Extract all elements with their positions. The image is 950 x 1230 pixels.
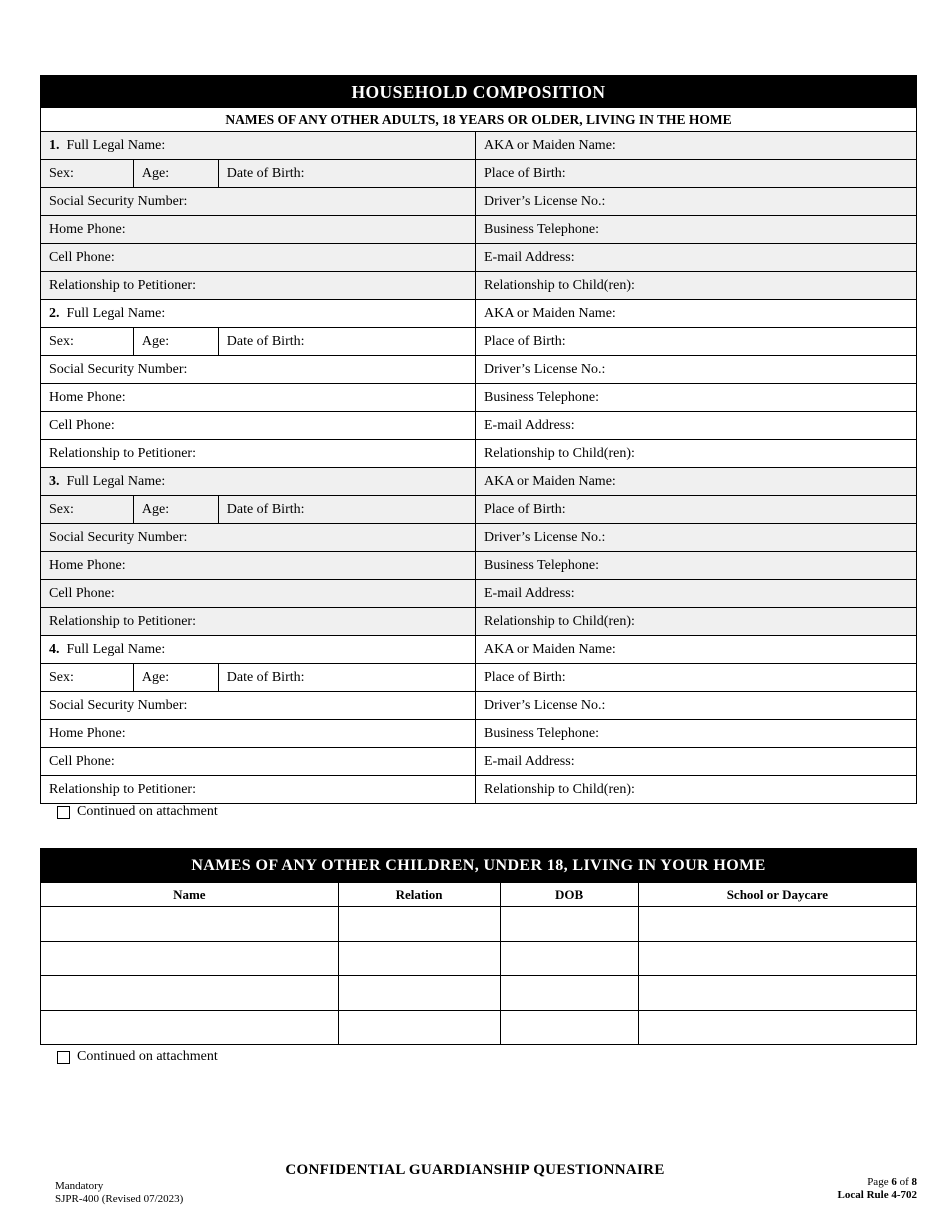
ssn-field[interactable] [41, 356, 475, 383]
child-name-cell[interactable] [41, 976, 338, 1010]
age-label: Age: [141, 669, 170, 685]
rel-petitioner-label: Relationship to Petitioner: [49, 781, 196, 797]
rel-children-label: Relationship to Child(ren): [484, 277, 635, 293]
child-name-cell[interactable] [41, 942, 338, 976]
place-of-birth-label: Place of Birth: [484, 501, 566, 517]
drivers-license-label: Driver’s License No.: [484, 697, 606, 713]
place-of-birth-field[interactable] [475, 160, 916, 187]
home-phone-label: Home Phone: [49, 389, 126, 405]
age-label: Age: [141, 333, 170, 349]
page-label: Page [867, 1176, 889, 1188]
ssn-field[interactable] [41, 188, 475, 215]
page-indicator [838, 1176, 917, 1189]
full-legal-name-label: Full Legal Name: [66, 473, 166, 489]
form-title: CONFIDENTIAL GUARDIANSHIP QUESTIONNAIRE [285, 1162, 665, 1178]
business-phone-label: Business Telephone: [484, 221, 600, 237]
rel-petitioner-field[interactable] [41, 608, 475, 635]
age-field[interactable] [133, 496, 218, 523]
entry-number: 3. [49, 473, 60, 489]
rel-children-field[interactable] [475, 776, 916, 803]
rel-children-field[interactable] [475, 440, 916, 467]
column-header-name: Name [173, 886, 206, 902]
sex-field[interactable] [41, 496, 133, 523]
home-phone-field[interactable] [41, 552, 475, 579]
cell-phone-label: Cell Phone: [49, 249, 115, 265]
rel-petitioner-label: Relationship to Petitioner: [49, 613, 196, 629]
business-phone-label: Business Telephone: [484, 389, 600, 405]
children-row [41, 906, 916, 941]
drivers-license-label: Driver’s License No.: [484, 361, 606, 377]
ssn-label: Social Security Number: [49, 361, 188, 377]
aka-field[interactable] [475, 300, 916, 327]
ssn-field[interactable] [41, 524, 475, 551]
column-header-relation: Relation [338, 883, 500, 906]
full-legal-name-field[interactable] [41, 300, 475, 327]
full-legal-name-label: Full Legal Name: [66, 137, 166, 153]
adult-entry-2 [41, 299, 916, 467]
aka-field[interactable] [475, 636, 916, 663]
adults-subheader: NAMES OF ANY OTHER ADULTS, 18 YEARS OR OLDER, LIVING IN THE HOME [41, 108, 916, 131]
column-header-school: School or Daycare [638, 883, 916, 906]
children-row [41, 975, 916, 1010]
ssn-label: Social Security Number: [49, 529, 188, 545]
child-relation-cell[interactable] [338, 907, 500, 941]
drivers-license-field[interactable] [475, 692, 916, 719]
home-phone-field[interactable] [41, 384, 475, 411]
dob-label: Date of Birth: [226, 501, 305, 517]
place-of-birth-field[interactable] [475, 328, 916, 355]
full-legal-name-field[interactable] [41, 468, 475, 495]
children-continued-label: Continued on attachment [77, 1049, 218, 1064]
sex-field[interactable] [41, 160, 133, 187]
business-phone-field[interactable] [475, 720, 916, 747]
place-of-birth-label: Place of Birth: [484, 165, 566, 181]
home-phone-field[interactable] [41, 720, 475, 747]
cell-phone-field[interactable] [41, 412, 475, 439]
email-field[interactable] [475, 580, 916, 607]
sex-label: Sex: [49, 165, 74, 181]
entry-number: 2. [49, 305, 60, 321]
place-of-birth-field[interactable] [475, 496, 916, 523]
child-dob-cell[interactable] [500, 1011, 638, 1045]
drivers-license-field[interactable] [475, 188, 916, 215]
form-number: SJPR-400 (Revised 07/2023) [55, 1193, 184, 1205]
cell-phone-field[interactable] [41, 244, 475, 271]
place-of-birth-label: Place of Birth: [484, 333, 566, 349]
child-school-cell[interactable] [638, 976, 916, 1010]
rel-petitioner-field[interactable] [41, 440, 475, 467]
aka-label: AKA or Maiden Name: [484, 137, 616, 153]
page-number: 6 [891, 1176, 897, 1188]
home-phone-field[interactable] [41, 216, 475, 243]
business-phone-label: Business Telephone: [484, 557, 600, 573]
cell-phone-label: Cell Phone: [49, 585, 115, 601]
cell-phone-field[interactable] [41, 748, 475, 775]
aka-field[interactable] [475, 132, 916, 159]
children-row [41, 1010, 916, 1045]
place-of-birth-field[interactable] [475, 664, 916, 691]
children-header: NAMES OF ANY OTHER CHILDREN, UNDER 18, LIVING IN YOUR HOME [41, 849, 916, 883]
child-dob-cell[interactable] [500, 942, 638, 976]
child-school-cell[interactable] [638, 1011, 916, 1045]
cell-phone-label: Cell Phone: [49, 753, 115, 769]
adults-continued-label: Continued on attachment [77, 804, 218, 819]
rel-petitioner-label: Relationship to Petitioner: [49, 445, 196, 461]
sex-field[interactable] [41, 328, 133, 355]
dob-field[interactable] [218, 160, 475, 187]
drivers-license-field[interactable] [475, 356, 916, 383]
rel-children-field[interactable] [475, 272, 916, 299]
business-phone-label: Business Telephone: [484, 725, 600, 741]
email-label: E-mail Address: [484, 585, 575, 601]
children-continued-checkbox[interactable] [57, 1051, 70, 1064]
full-legal-name-field[interactable] [41, 636, 475, 663]
dob-label: Date of Birth: [226, 333, 305, 349]
adult-entry-4 [41, 635, 916, 803]
rel-children-label: Relationship to Child(ren): [484, 445, 635, 461]
household-composition-header: HOUSEHOLD COMPOSITION [41, 76, 916, 108]
child-relation-cell[interactable] [338, 976, 500, 1010]
page-total: 8 [911, 1176, 917, 1188]
entry-number: 1. [49, 137, 60, 153]
sex-field[interactable] [41, 664, 133, 691]
age-field[interactable] [133, 664, 218, 691]
column-header-dob: DOB [500, 883, 638, 906]
children-row [41, 941, 916, 976]
child-school-cell[interactable] [638, 907, 916, 941]
child-relation-cell[interactable] [338, 942, 500, 976]
dob-label: Date of Birth: [226, 165, 305, 181]
full-legal-name-field[interactable] [41, 132, 475, 159]
email-field[interactable] [475, 244, 916, 271]
business-phone-field[interactable] [475, 552, 916, 579]
adults-continued-checkbox[interactable] [57, 806, 70, 819]
cell-phone-label: Cell Phone: [49, 417, 115, 433]
ssn-field[interactable] [41, 692, 475, 719]
entry-number: 4. [49, 641, 60, 657]
rel-petitioner-label: Relationship to Petitioner: [49, 277, 196, 293]
children-table [40, 848, 917, 1045]
full-legal-name-label: Full Legal Name: [66, 641, 166, 657]
sex-label: Sex: [49, 333, 74, 349]
children-column-headers [41, 883, 916, 906]
ssn-label: Social Security Number: [49, 697, 188, 713]
of-label: of [899, 1176, 909, 1188]
adults-continued-line [57, 804, 218, 820]
adult-entry-3 [41, 467, 916, 635]
local-rule: Local Rule 4-702 [837, 1189, 917, 1201]
mandatory-label: Mandatory [55, 1180, 104, 1192]
home-phone-label: Home Phone: [49, 557, 126, 573]
children-continued-line [57, 1049, 218, 1065]
dob-field[interactable] [218, 496, 475, 523]
dob-field[interactable] [218, 664, 475, 691]
child-name-cell[interactable] [41, 907, 338, 941]
aka-label: AKA or Maiden Name: [484, 305, 616, 321]
sex-label: Sex: [49, 501, 74, 517]
age-label: Age: [141, 501, 170, 517]
rel-children-label: Relationship to Child(ren): [484, 781, 635, 797]
adult-entry-1 [41, 131, 916, 299]
home-phone-label: Home Phone: [49, 725, 126, 741]
age-label: Age: [141, 165, 170, 181]
footer-left [55, 1180, 183, 1206]
email-label: E-mail Address: [484, 417, 575, 433]
age-field[interactable] [133, 328, 218, 355]
child-name-cell[interactable] [41, 1011, 338, 1045]
sex-label: Sex: [49, 669, 74, 685]
child-dob-cell[interactable] [500, 976, 638, 1010]
email-label: E-mail Address: [484, 249, 575, 265]
rel-children-field[interactable] [475, 608, 916, 635]
household-composition-table [40, 75, 917, 804]
business-phone-field[interactable] [475, 384, 916, 411]
ssn-label: Social Security Number: [49, 193, 188, 209]
rel-children-label: Relationship to Child(ren): [484, 613, 635, 629]
place-of-birth-label: Place of Birth: [484, 669, 566, 685]
footer-right [838, 1176, 917, 1202]
aka-label: AKA or Maiden Name: [484, 641, 616, 657]
age-field[interactable] [133, 160, 218, 187]
full-legal-name-label: Full Legal Name: [66, 305, 166, 321]
cell-phone-field[interactable] [41, 580, 475, 607]
child-relation-cell[interactable] [338, 1011, 500, 1045]
home-phone-label: Home Phone: [49, 221, 126, 237]
rel-petitioner-field[interactable] [41, 272, 475, 299]
child-school-cell[interactable] [638, 942, 916, 976]
dob-field[interactable] [218, 328, 475, 355]
email-field[interactable] [475, 412, 916, 439]
drivers-license-label: Driver’s License No.: [484, 529, 606, 545]
drivers-license-label: Driver’s License No.: [484, 193, 606, 209]
aka-field[interactable] [475, 468, 916, 495]
drivers-license-field[interactable] [475, 524, 916, 551]
business-phone-field[interactable] [475, 216, 916, 243]
aka-label: AKA or Maiden Name: [484, 473, 616, 489]
email-label: E-mail Address: [484, 753, 575, 769]
child-dob-cell[interactable] [500, 907, 638, 941]
rel-petitioner-field[interactable] [41, 776, 475, 803]
email-field[interactable] [475, 748, 916, 775]
dob-label: Date of Birth: [226, 669, 305, 685]
